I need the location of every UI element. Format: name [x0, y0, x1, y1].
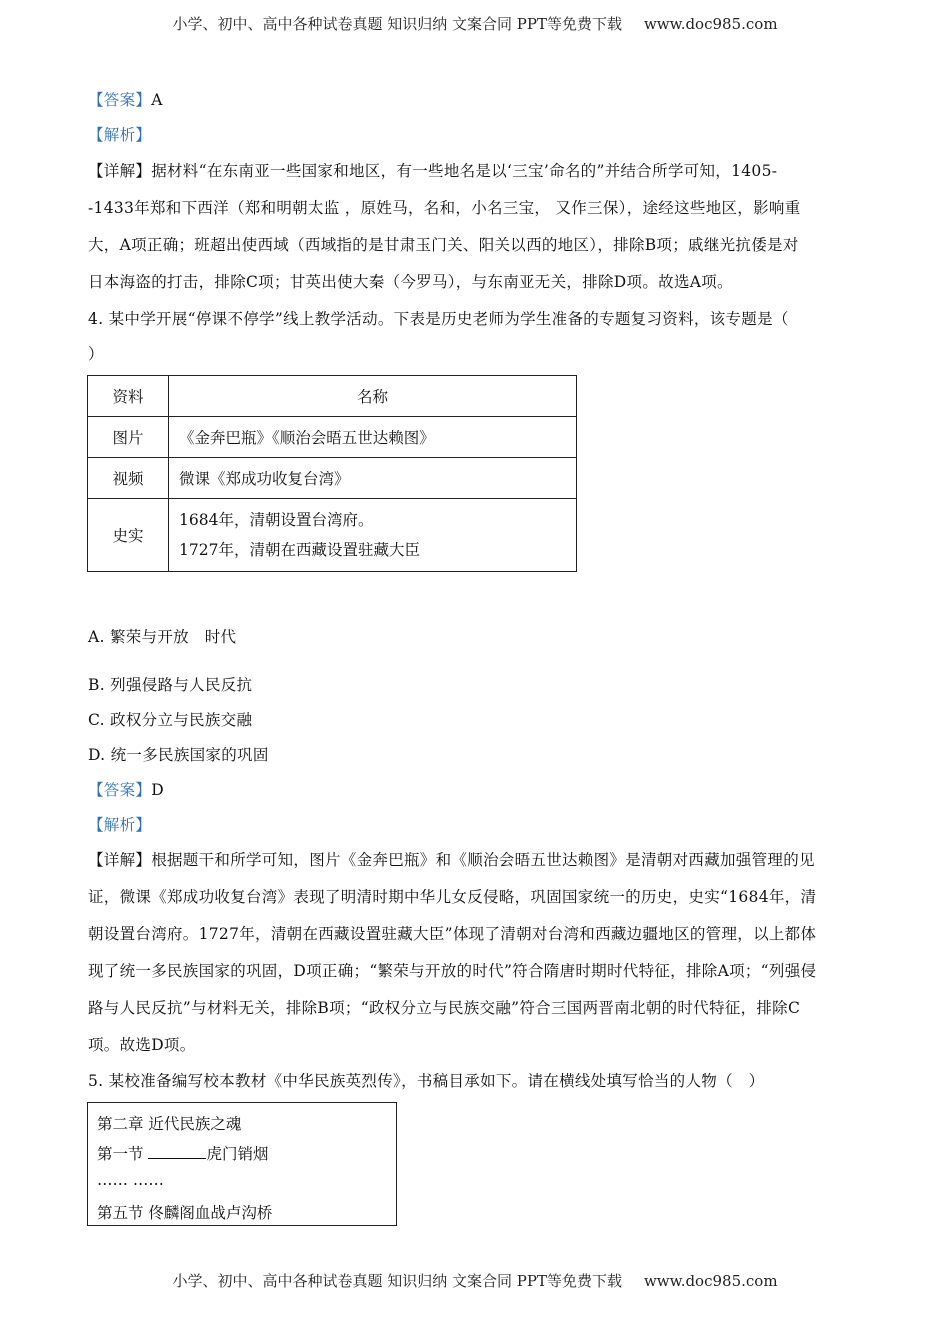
fill-blank[interactable] [148, 1144, 206, 1159]
q4-material-table [87, 375, 577, 572]
q4-detail-line: 现了统一多民族国家的巩固，D项正确；“繁荣与开放的时代”符合隋唐时期时代特征，排除A项；“列强侵 [88, 962, 817, 980]
header-text: 小学、初中、高中各种试卷真题 知识归纳 文案合同 PPT等免费下载 [172, 15, 622, 33]
q4-detail-line: 路与人民反抗”与材料无关，排除B项；“政权分立与民族交融”符合三国两晋南北朝的时代特征，排除C [88, 999, 801, 1017]
q4-stem: 4. 某中学开展“停课不停学”线上教学活动。下表是历史老师为学生准备的专题复习资料，该专题是（ [88, 310, 789, 328]
option-d: D. 统一多民族国家的巩固 [88, 746, 269, 764]
q4-answer-value: D [151, 781, 164, 799]
option-b: B. 列强侵路与人民反抗 [88, 676, 253, 694]
q3-analysis-tag: 【解析】 [88, 126, 152, 144]
table-cell-label: 图片 [88, 417, 169, 458]
option-c: C. 政权分立与民族交融 [88, 711, 253, 729]
outline-section-5: 第五节 佟麟阁血战卢沟桥 [97, 1204, 273, 1222]
q3-detail-line: 【详解】据材料“在东南亚一些国家和地区，有一些地名是以‘三宝’命名的”并结合所学可知，1405- [88, 162, 778, 180]
q4-answer [88, 780, 873, 800]
q3-answer [88, 90, 873, 110]
footer-text: 小学、初中、高中各种试卷真题 知识归纳 文案合同 PPT等免费下载 [172, 1272, 622, 1290]
q4-detail-line: 项。故选D项。 [88, 1036, 196, 1054]
table-header-cell: 名称 [169, 376, 577, 417]
table-cell-label: 史实 [88, 499, 169, 572]
table-row [88, 458, 577, 499]
q3-detail-line: 大，A项正确；班超出使西域（西域指的是甘肃玉门关、阳关以西的地区），排除B项；戚继光抗倭是对 [88, 236, 799, 254]
q4-stem-cont: ） [88, 345, 104, 363]
table-cell-value: 微课《郑成功收复台湾》 [169, 458, 577, 499]
q3-detail-line: 日本海盗的打击，排除C项；甘英出使大秦（今罗马），与东南亚无关，排除D项。故选A项。 [88, 273, 733, 291]
table-cell-value: 《金奔巴瓶》《顺治会晤五世达赖图》 [169, 417, 577, 458]
table-cell-label: 视频 [88, 458, 169, 499]
fact-line: 1727年，清朝在西藏设置驻藏大臣 [179, 541, 420, 559]
answer-tag: 【答案】 [88, 91, 152, 109]
footer-site-link[interactable]: www.doc985.com [643, 1272, 778, 1290]
q3-detail-line: -1433年郑和下西洋（郑和明朝太监 ，原姓马，名和，小名三宝， 又作三保），途经这些地区，影响重 [88, 199, 801, 217]
q5-stem: 5. 某校准备编写校本教材《中华民族英烈传》，书稿目承如下。请在横线处填写恰当的人物（ ） [88, 1072, 765, 1090]
outline-ellipsis: …… …… [97, 1171, 164, 1189]
option-a: A. 繁荣与开放 时代 [88, 628, 237, 646]
q5-outline-box [87, 1102, 397, 1226]
answer-tag: 【答案】 [88, 781, 152, 799]
q4-detail-line: 朝设置台湾府。1727年，清朝在西藏设置驻藏大臣”体现了清朝对台湾和西藏边疆地区的管理，以上都体 [88, 925, 817, 943]
section-prefix: 第一节 [97, 1145, 149, 1163]
header-site-link[interactable]: www.doc985.com [643, 15, 778, 33]
outline-chapter: 第二章 近代民族之魂 [97, 1115, 242, 1133]
q4-analysis-tag: 【解析】 [88, 816, 152, 834]
table-header-row [88, 376, 577, 417]
table-row [88, 499, 577, 572]
table-header-cell: 资料 [88, 376, 169, 417]
outline-section-1 [97, 1142, 268, 1164]
page-footer [0, 1270, 950, 1291]
table-cell-value [169, 499, 577, 572]
table-row [88, 417, 577, 458]
q3-answer-value: A [151, 91, 163, 109]
q4-detail-line: 证，微课《郑成功收复台湾》表现了明清时期中华儿女反侵略，巩固国家统一的历史，史实“1684年，清 [88, 888, 817, 906]
q4-detail-line: 【详解】根据题干和所学可知，图片《金奔巴瓶》和《顺治会晤五世达赖图》是清朝对西藏加强管理的见 [88, 851, 815, 869]
section-suffix: 虎门销烟 [206, 1145, 269, 1163]
fact-line: 1684年，清朝设置台湾府。 [179, 511, 374, 529]
page-header [0, 13, 950, 34]
